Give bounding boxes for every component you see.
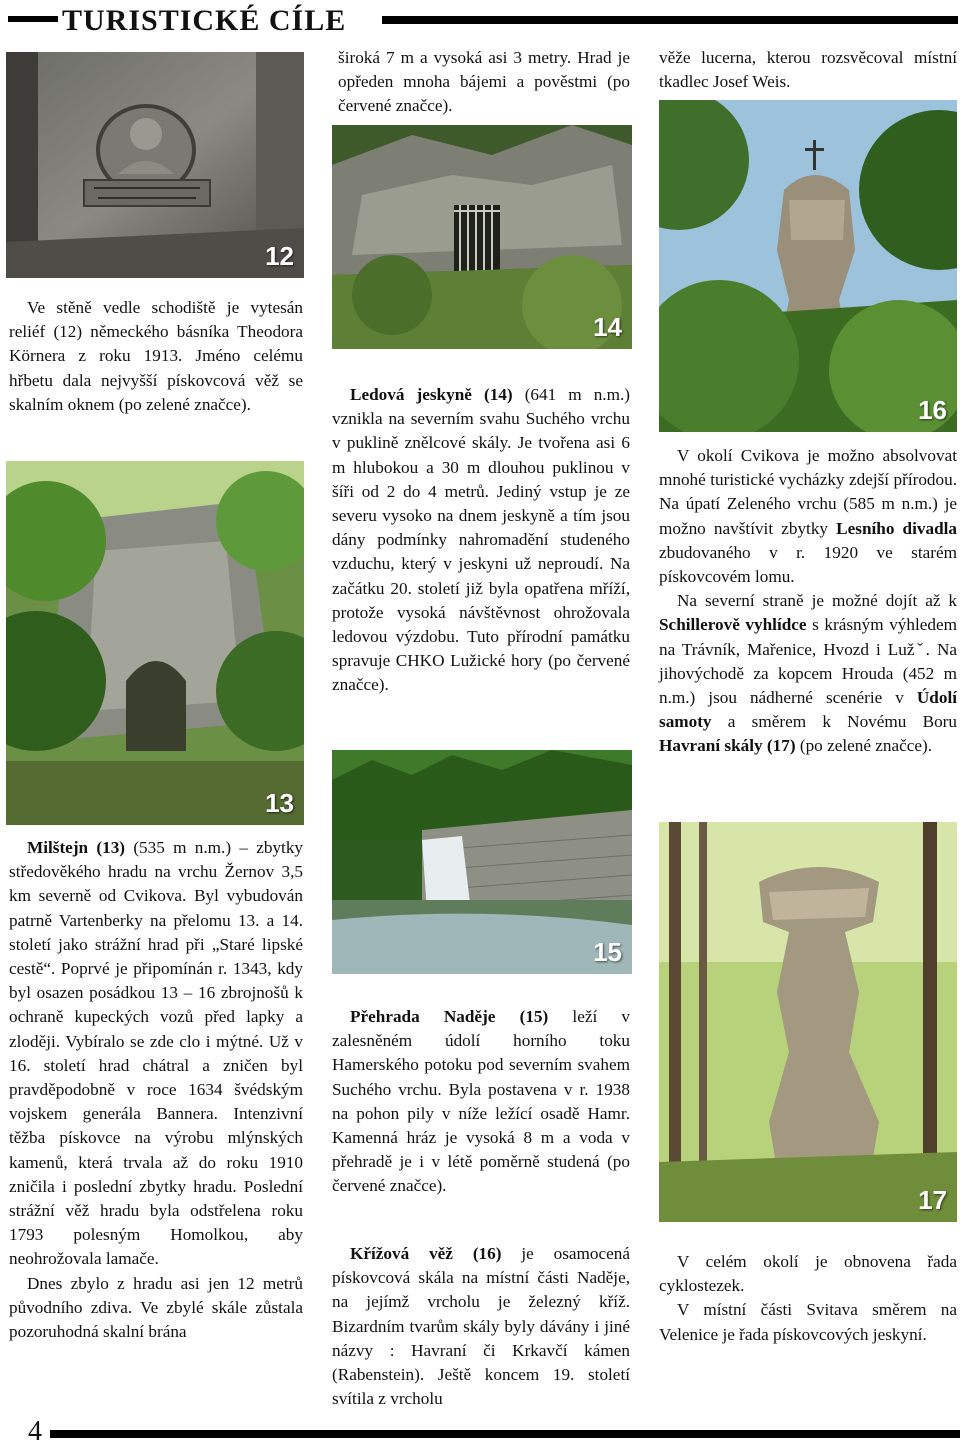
paragraph-okoli-b: zbudovaného v r. 1920 ve starém pískovcovém lomu. <box>659 542 957 587</box>
photo-relief-korner <box>6 52 304 278</box>
heading-schillerova-vyhlidka: Schillerově vyhlídce <box>659 615 807 635</box>
text-krizova-vez <box>332 1242 630 1411</box>
footer-rule <box>50 1430 960 1438</box>
photo-number-14: 14 <box>593 312 622 342</box>
paragraph-lucerna: věže lucerna, kterou rozsvěcoval místní tkadlec Josef Weis. <box>659 48 957 92</box>
heading-udoli-samoty: Údolí samoty <box>659 688 957 732</box>
paragraph-prehrada <box>332 1005 630 1199</box>
paragraph-vyhlidky-a: Na severní straně je možné dojít až k <box>677 591 957 611</box>
photo-number-13: 13 <box>265 788 294 818</box>
text-korner-relief <box>9 296 303 417</box>
paragraph-jeskyne-svitava: V místní části Svitava směrem na Velenice je řada pískovcových jeskyní. <box>659 1300 957 1344</box>
text-cyklostezky <box>659 1250 957 1347</box>
heading-ledova-jeskyne: Ledová jeskyně (14) <box>350 385 513 404</box>
dam-illustration <box>332 750 632 974</box>
paragraph-prehrada-body: leží v zalesněném údolí horního toku Hamerského potoku pod severním svahem Suchého vrchu. Byla postavena v r. 1938 na pohon pily v níže ležící osadě Hamr. Kamenná hráz je vysoká 8 m a voda v přehradě je i v létě poměrně studená (po červené značce). <box>332 1007 630 1196</box>
text-prehrada <box>332 1005 630 1199</box>
relief-illustration <box>6 52 304 278</box>
paragraph-korner: Ve stěně vedle schodiště je vytesán reliéf (12) německého básníka Theodora Körnera z roku 1913. Jméno celému hřbetu dala nejvyšší pískovcová věž se skalním oknem (po zelené značce). <box>9 298 303 414</box>
paragraph-milstejn <box>9 836 303 1272</box>
photo-milstejn <box>6 461 304 825</box>
text-okoli-cvikova <box>659 444 957 759</box>
text-lucerna <box>659 46 957 94</box>
milstejn-illustration <box>6 461 304 825</box>
paragraph-krizova-vez <box>332 1242 630 1411</box>
cave-illustration <box>332 125 632 349</box>
paragraph-brana: široká 7 m a vysoká asi 3 metry. Hrad je opředen mnoha bájemi a pověstmi (po červené značce). <box>338 48 630 116</box>
photo-number-17: 17 <box>918 1185 947 1215</box>
paragraph-vyhlidky-b: s krásným výhledem na Trávník, Mařenice, Hvozd i Lužˇ. Na jihovýchodě za kopcem Hrouda (452 m n.m.) jsou nádherné scenérie v <box>659 615 957 708</box>
tower-rock-illustration <box>659 100 957 432</box>
header-rule-right <box>382 16 958 24</box>
paragraph-milstejn-today: Dnes zbylo z hradu asi jen 12 metrů původního zdiva. Ve zbylé skále zůstala pozoruhodná skalní brána <box>9 1273 303 1342</box>
photo-number-15: 15 <box>593 937 622 967</box>
heading-milstejn: Milštejn (13) <box>27 838 126 857</box>
photo-prehrada-nadeje <box>332 750 632 974</box>
text-milstejn <box>9 836 303 1344</box>
page-number: 4 <box>28 1416 42 1447</box>
photo-number-16: 16 <box>918 395 947 425</box>
photo-number-12: 12 <box>265 241 294 271</box>
paragraph-vyhlidky-d: (po zelené značce). <box>795 736 933 756</box>
photo-ledova-jeskyne <box>332 125 632 349</box>
paragraph-ledova-jeskyne <box>332 383 630 698</box>
paragraph-okoli-a: V okolí Cvikova je možno absolvovat mnohé turistické vycházky zdejší přírodou. Na úpatí Zeleného vrchu (585 m n.m.) je možno navštívit zbytky <box>659 446 957 538</box>
paragraph-okoli <box>659 444 957 589</box>
text-ledova-jeskyne <box>332 383 630 698</box>
header-rule-left <box>8 16 58 22</box>
paragraph-cyklostezky: V celém okolí je obnovena řada cyklostezek. <box>659 1252 957 1296</box>
heading-lesni-divadlo: Lesního divadla <box>836 518 958 538</box>
paragraph-ledova-jeskyne-body: (641 m n.m.) vznikla na severním svahu Suchého vrchu v puklině znělcové skály. Je tvořena asi 6 m hlubokou a 30 m dlouhou puklinou v šíři od 2 do 4 metrů. Jediný vstup je ze severu vysoko na dnem jeskyně a tím jsou dány podmínky nahromadění studeného vzduchu, který v jeskyni už neproudí. Na začátku 20. století již byla opatřena mříží, protože vysoká návštěvnost ohrožovala ledovou výzdobu. Tuto přírodní památku spravuje CHKO Lužické hory (po červené značce). <box>332 385 630 695</box>
heading-havrani-skaly: Havraní skály (17) <box>659 736 796 756</box>
text-brana <box>338 46 630 119</box>
rock-pillar-illustration <box>659 822 957 1222</box>
photo-havrani-skaly <box>659 822 957 1222</box>
paragraph-vyhlidky-c: a směrem k Novému Boru <box>711 712 957 732</box>
paragraph-vyhlidky <box>659 589 957 758</box>
heading-krizova-vez: Křížová věž (16) <box>350 1244 502 1263</box>
heading-prehrada: Přehrada Naděje (15) <box>350 1007 549 1026</box>
paragraph-krizova-vez-body: je osamocená pískovcová skála na místní části Naděje, na jejímž vrcholu je železný kříž. Bizardním tvarům skály byly dávány i jiné názvy : Havraní či Krkavčí kámen (Rabenstein). Ještě koncem 19. století svítila z vrcholu <box>332 1244 630 1409</box>
paragraph-milstejn-body: (535 m n.m.) – zbytky středověkého hradu na vrchu Žernov 3,5 km severně od Cvikova. Byl vybudován patrně Vartenberky na přelomu 13. a 14. století jako strážní hrad při „Staré lipské cestě“. Poprvé je připomínán r. 1343, kdy byl osazen posádkou 13 – 16 zbrojnošů k ochraně kupeckých vozů před lapky a zloději. Vybíralo se zde clo i mýtné. Už v 16. století hrad chátral a zničen byl pravděpodobně v roce 1634 švédským vojskem generála Bannera. Intenzivní těžba pískovce na výrobu mlýnských kamenů, která trvala až do roku 1910 zničila i poslední zbytky hradu. Poslední strážní věž hradu byla odstřelena roku 1793 polesným Homolkou, aby neohrožovala lamače. <box>9 838 304 1269</box>
photo-krizova-vez <box>659 100 957 432</box>
section-title: TURISTICKÉ CÍLE <box>62 4 347 37</box>
